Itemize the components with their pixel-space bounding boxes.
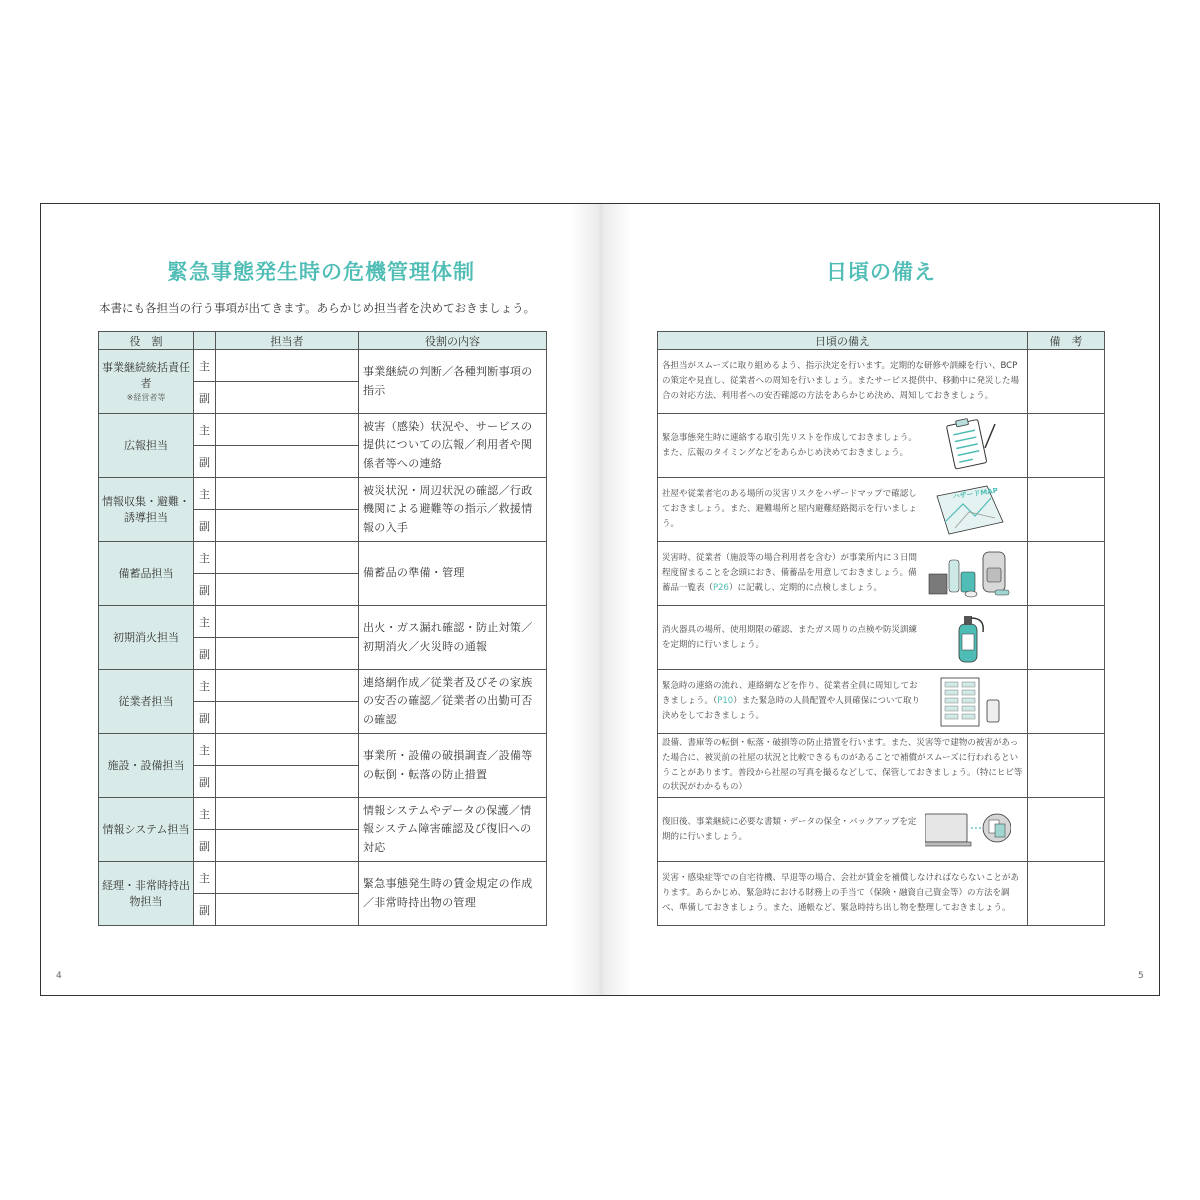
prep-row xyxy=(658,542,1105,606)
role-row xyxy=(99,542,547,574)
note-cell[interactable] xyxy=(1028,670,1105,734)
prep-text: 社屋や従業者宅のある場所の災害リスクをハザードマップで確認しておきましょう。また、避難場所と屋内避難経路掲示を行いましょう。 xyxy=(662,489,918,529)
vice-label: 副 xyxy=(194,574,216,606)
note-cell[interactable] xyxy=(1028,350,1105,414)
prep-text: 緊急事態発生時に連絡する取引先リストを作成しておきましょう。また、広報のタイミングなどをあらかじめ決めておきましょう。 xyxy=(662,432,917,458)
note-cell[interactable] xyxy=(1028,798,1105,862)
prep-text: 災害・感染症等での自宅待機、早退等の場合、会社が賃金を補償しなければならないことがあります。あらかじめ、緊急時における財務上の手当て（保険・融資自己資金等）の方法を調べ、準備しておきましょう。また、通帳など、緊急時持ち出し物を整理しておきましょう。 xyxy=(662,873,1020,913)
role-row xyxy=(99,414,547,446)
vice-label: 副 xyxy=(194,894,216,926)
role-name: 広報担当 xyxy=(124,438,168,452)
prep-text: 緊急時の連絡の流れ、連絡網などを作り、従業者全員に周知しておきましょう。（ xyxy=(662,681,918,707)
main-label: 主 xyxy=(194,798,216,830)
intro-text: 本書にも各担当の行う事項が出てきます。あらかじめ担当者を決めておきましょう。 xyxy=(99,301,536,315)
laptop-backup-icon xyxy=(925,802,1011,857)
note-cell[interactable] xyxy=(1028,414,1105,478)
note-cell[interactable] xyxy=(1028,542,1105,606)
role-name-cell xyxy=(99,670,194,734)
left-page-title: 緊急事態発生時の危機管理体制 xyxy=(167,260,475,284)
prep-text: 各担当がスムーズに取り組めるよう、指示決定を行います。定期的な研修や訓練を行い、BCP の策定や見直し、従業者への周知を行いましょう。またサービス提供中、移動中に発災した場合の対応方法、利用者への安否確認の方法をあらかじめ決め、周知しておきましょう。 xyxy=(662,361,1020,401)
role-name-cell xyxy=(99,862,194,926)
vice-label: 副 xyxy=(194,382,216,414)
role-table-body xyxy=(99,350,547,926)
role-row xyxy=(99,798,547,830)
role-name-cell xyxy=(99,542,194,606)
prep-text-block xyxy=(658,623,928,653)
role-name: 経理・非常時持出物担当 xyxy=(102,878,190,908)
prep-text: 災害時、従業者（施設等の場合利用者を含む）が事業所内に３日間程度留まることを念頭におき、備蓄品を用意しておきましょう。 xyxy=(662,553,918,579)
hazard-map-icon xyxy=(925,482,1011,537)
role-name: 備蓄品担当 xyxy=(118,566,174,580)
assignee-main-field[interactable] xyxy=(216,798,359,830)
assignee-vice-field[interactable] xyxy=(216,510,359,542)
clipboard-checklist-icon xyxy=(925,418,1011,473)
vice-label: 副 xyxy=(194,638,216,670)
assignee-vice-field[interactable] xyxy=(216,574,359,606)
duty-text: 連絡網作成／従業者及びその家族の安否の確認／従業者の出勤可否の確認 xyxy=(359,670,547,734)
prep-item-cell xyxy=(658,478,1028,542)
assignee-vice-field[interactable] xyxy=(216,894,359,926)
assignee-main-field[interactable] xyxy=(216,734,359,766)
prep-row xyxy=(658,606,1105,670)
role-name: 情報システム担当 xyxy=(102,822,190,836)
role-note: ※経営者等 xyxy=(126,392,166,402)
role-name: 情報収集・避難・誘導担当 xyxy=(102,494,190,524)
role-assignment-table xyxy=(98,331,547,926)
prep-item-cell xyxy=(658,670,1028,734)
prep-row xyxy=(658,414,1105,478)
vice-label: 副 xyxy=(194,510,216,542)
prep-text-block xyxy=(658,487,928,532)
assignee-vice-field[interactable] xyxy=(216,702,359,734)
prep-row xyxy=(658,478,1105,542)
assignee-vice-field[interactable] xyxy=(216,382,359,414)
assignee-main-field[interactable] xyxy=(216,478,359,510)
main-label: 主 xyxy=(194,414,216,446)
role-name-cell xyxy=(99,798,194,862)
table-header-row xyxy=(99,332,547,350)
header-duty: 役割の内容 xyxy=(359,332,547,350)
main-label: 主 xyxy=(194,542,216,574)
assignee-vice-field[interactable] xyxy=(216,766,359,798)
note-cell[interactable] xyxy=(1028,862,1105,926)
role-row xyxy=(99,670,547,702)
prep-text: 復旧後、事業継続に必要な書類・データの保全・バックアップを定期的に行いましょう。 xyxy=(662,816,917,842)
role-name-cell xyxy=(99,606,194,670)
assignee-main-field[interactable] xyxy=(216,670,359,702)
header-assignee: 担当者 xyxy=(216,332,359,350)
duty-text: 被害（感染）状況や、サービスの提供についての広報／利用者や関係者等への連絡 xyxy=(359,414,547,478)
right-page-title: 日頃の備え xyxy=(826,260,936,284)
main-label: 主 xyxy=(194,862,216,894)
assignee-main-field[interactable] xyxy=(216,862,359,894)
prep-text-block xyxy=(658,679,928,724)
header-blank xyxy=(194,332,216,350)
page-number-left: 4 xyxy=(56,971,62,981)
prep-text-block xyxy=(658,359,1027,404)
prep-text-b: ）また緊急時の人員配置や人員確保について取り決めをしておきましょう。 xyxy=(662,696,921,721)
prep-item-cell xyxy=(658,862,1028,926)
role-name-cell xyxy=(99,414,194,478)
duty-text: 被災状況・周辺状況の確認／行政機関による避難等の指示／救援情報の入手 xyxy=(359,478,547,542)
fire-extinguisher-icon xyxy=(925,610,1011,665)
note-cell[interactable] xyxy=(1028,478,1105,542)
role-row xyxy=(99,350,547,382)
vice-label: 副 xyxy=(194,702,216,734)
assignee-main-field[interactable] xyxy=(216,414,359,446)
prep-item-cell xyxy=(658,798,1028,862)
contact-network-icon xyxy=(925,674,1011,729)
header-item: 日頃の備え xyxy=(658,332,1028,350)
brochure-spread xyxy=(40,203,1160,996)
role-name: 従業者担当 xyxy=(118,694,174,708)
role-row xyxy=(99,734,547,766)
prep-item-cell xyxy=(658,542,1028,606)
duty-text: 事業所・設備の破損調査／設備等の転倒・転落の防止措置 xyxy=(359,734,547,798)
prep-row xyxy=(658,670,1105,734)
main-label: 主 xyxy=(194,478,216,510)
duty-text: 備蓄品の準備・管理 xyxy=(359,542,547,606)
page-reference: P10 xyxy=(717,696,734,707)
duty-text: 出火・ガス漏れ確認・防止対策／初期消火／火災時の通報 xyxy=(359,606,547,670)
vice-label: 副 xyxy=(194,830,216,862)
role-name-cell xyxy=(99,734,194,798)
role-row xyxy=(99,606,547,638)
role-name-cell xyxy=(99,350,194,414)
role-row xyxy=(99,478,547,510)
main-label: 主 xyxy=(194,350,216,382)
prep-row xyxy=(658,862,1105,926)
assignee-vice-field[interactable] xyxy=(216,830,359,862)
duty-text: 情報システムやデータの保護／情報システム障害確認及び復旧への対応 xyxy=(359,798,547,862)
main-label: 主 xyxy=(194,670,216,702)
role-name: 初期消火担当 xyxy=(113,630,179,644)
main-label: 主 xyxy=(194,606,216,638)
table-header-row xyxy=(658,332,1105,350)
prep-text-block xyxy=(658,736,1027,796)
header-role: 役 割 xyxy=(99,332,194,350)
page-number-right: 5 xyxy=(1138,971,1144,981)
duty-text: 緊急事態発生時の賃金規定の作成／非常時持出物の管理 xyxy=(359,862,547,926)
prep-row xyxy=(658,798,1105,862)
prep-text-block xyxy=(658,871,1027,916)
prep-item-cell xyxy=(658,734,1028,798)
page-reference: P26 xyxy=(713,582,729,593)
prep-text-b: 備蓄品一覧表（ xyxy=(662,568,917,593)
emergency-supplies-icon xyxy=(925,546,1011,601)
assignee-main-field[interactable] xyxy=(216,606,359,638)
prep-text-block xyxy=(658,551,928,596)
prep-table-body xyxy=(658,350,1105,926)
page-gutter xyxy=(571,204,631,995)
header-note: 備 考 xyxy=(1028,332,1105,350)
prep-item-cell xyxy=(658,350,1028,414)
assignee-main-field[interactable] xyxy=(216,542,359,574)
main-label: 主 xyxy=(194,734,216,766)
vice-label: 副 xyxy=(194,446,216,478)
prep-item-cell xyxy=(658,414,1028,478)
prep-row xyxy=(658,734,1105,798)
assignee-main-field[interactable] xyxy=(216,350,359,382)
hazard-map-label: ハザードMAP xyxy=(952,486,999,501)
duty-text: 事業継続の判断／各種判断事項の指示 xyxy=(359,350,547,414)
prep-row xyxy=(658,350,1105,414)
prep-text-block xyxy=(658,815,928,845)
note-cell[interactable] xyxy=(1028,606,1105,670)
assignee-vice-field[interactable] xyxy=(216,638,359,670)
prep-text-block xyxy=(658,431,928,461)
role-name: 事業継続統括責任者 xyxy=(102,360,190,390)
prep-text-c: ）に記載し、定期的に点検しましょう。 xyxy=(728,582,882,593)
role-name: 施設・設備担当 xyxy=(107,758,185,772)
role-row xyxy=(99,862,547,894)
prep-item-cell xyxy=(658,606,1028,670)
vice-label: 副 xyxy=(194,766,216,798)
note-cell[interactable] xyxy=(1028,734,1105,798)
assignee-vice-field[interactable] xyxy=(216,446,359,478)
prep-text: 設備、書庫等の転倒・転落・破損等の防止措置を行います。また、災害等で建物の被害があった場合に、被災前の社屋の状況と比較できるものがあることで補償がスムーズに行われるということがあります。普段から社屋の写真を撮るなどして、保管しておきましょう。（特にヒビ等の状況がわかるもの） xyxy=(662,737,1023,793)
role-name-cell xyxy=(99,478,194,542)
daily-preparation-table xyxy=(657,331,1105,926)
prep-text: 消火器具の場所、使用期限の確認、またガス周りの点検や防災訓練を定期的に行いましょう。 xyxy=(662,624,918,650)
